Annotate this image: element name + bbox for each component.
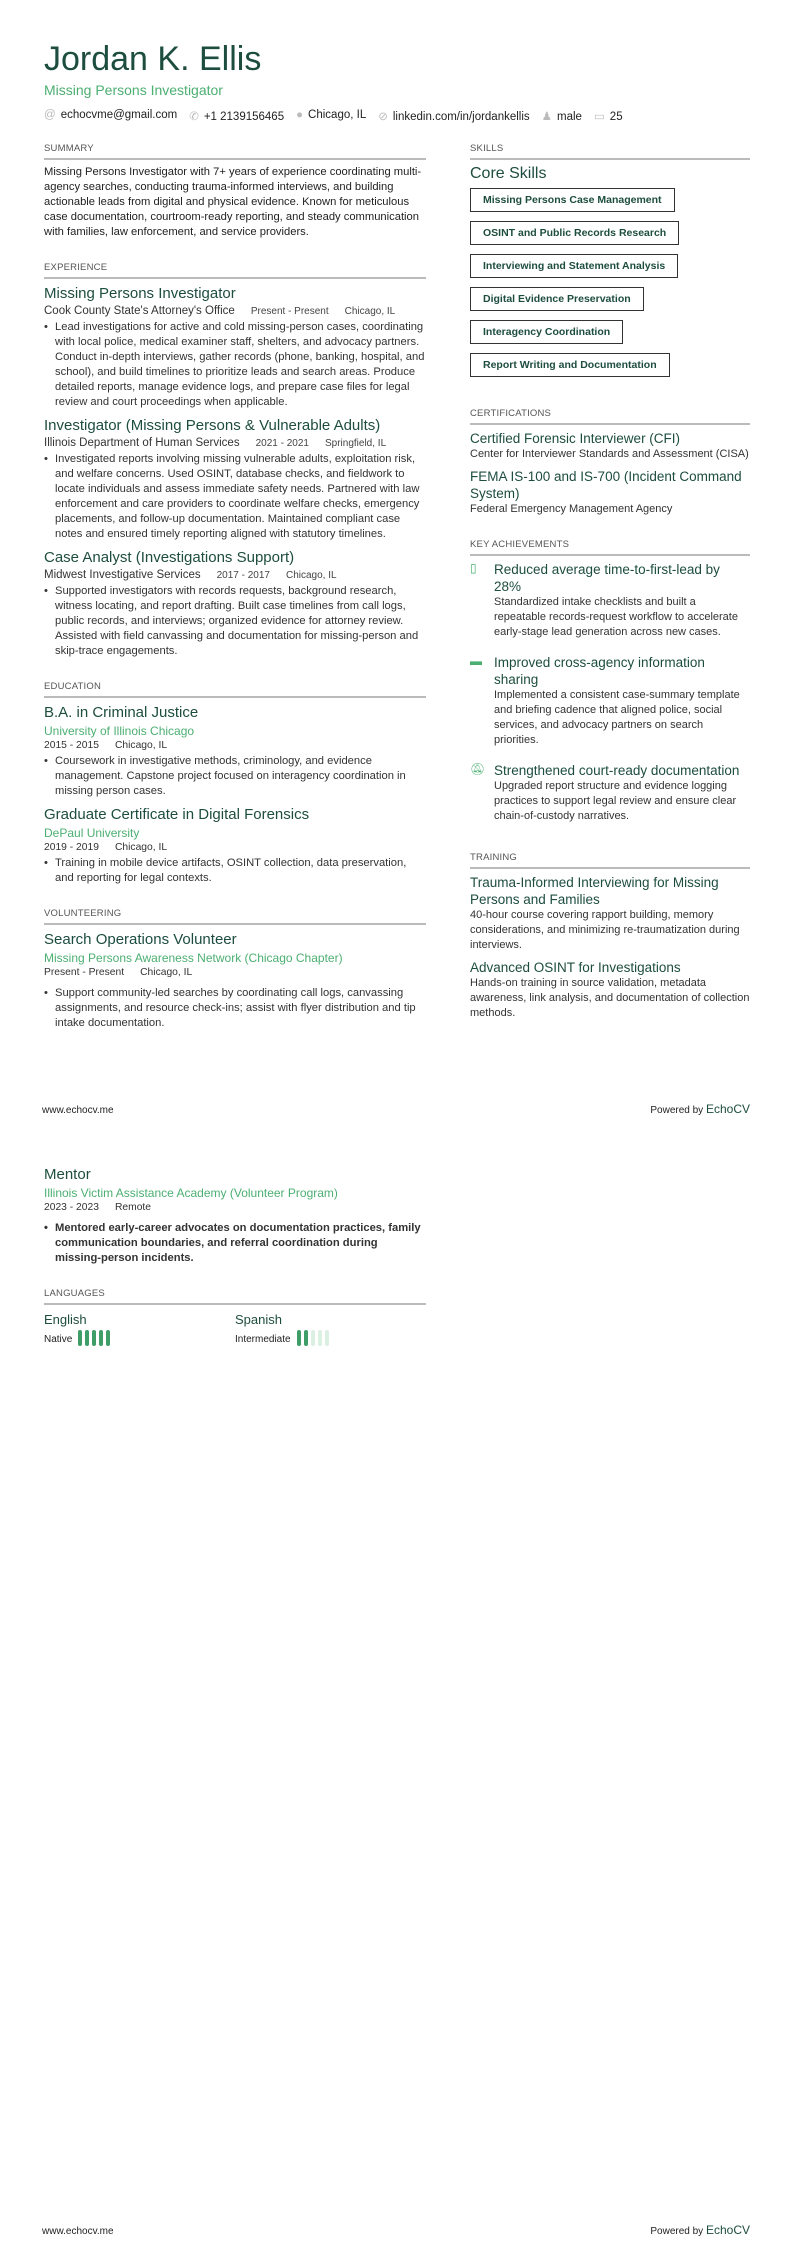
skills-section — [470, 143, 750, 386]
achievements-section — [470, 539, 750, 830]
skill-tag: Interagency Coordination — [470, 320, 623, 344]
training-text: 40-hour course covering rapport building, memory considerations, and minimizing re-traumatization during interviews. — [470, 909, 740, 951]
location: Chicago, IL — [344, 306, 396, 317]
location: Chicago, IL — [140, 967, 193, 978]
section-heading: EDUCATION — [44, 681, 426, 698]
proficiency-bars — [297, 1330, 329, 1346]
contact-age: ▭ 25 — [593, 111, 623, 123]
dates: Present - Present — [250, 306, 329, 317]
brand-logo: EchoCV — [705, 2223, 750, 2237]
section-heading: TRAINING — [470, 852, 750, 869]
summary-section — [44, 143, 426, 240]
candidate-name: Jordan K. Ellis — [44, 40, 262, 78]
education-item — [44, 805, 426, 886]
footer-site-link[interactable]: www.echocv.me — [42, 2226, 114, 2237]
proficiency-bar — [325, 1330, 329, 1346]
proficiency-bar — [297, 1330, 301, 1346]
footer-site-link[interactable]: www.echocv.me — [42, 1105, 114, 1116]
volunteering-section — [44, 908, 426, 1031]
skill-tag: Interviewing and Statement Analysis — [470, 254, 678, 278]
language-item — [44, 1310, 235, 1347]
dates: Present - Present — [44, 967, 125, 978]
skill-tag: Report Writing and Documentation — [470, 353, 670, 377]
training-title: Advanced OSINT for Investigations — [470, 960, 681, 975]
proficiency-bar — [78, 1330, 82, 1346]
proficiency-bar — [106, 1330, 110, 1346]
dates: 2023 - 2023 — [44, 1202, 99, 1213]
bullet: • Mentored early-career advocates on documentation practices, family communication boundaries, and referral coordination during missing-person incidents. — [44, 1221, 426, 1266]
education-section — [44, 681, 426, 886]
bullet: • Supported investigators with records requests, background research, witness locating, and report drafting. Built case timelines from call logs, public records, and interviews; organized evidence for attorney review. Assisted with field canvassing and documentation for missing-person and skip-trace engagements. — [44, 584, 426, 659]
proficiency-bar — [99, 1330, 103, 1346]
achievement-title: Improved cross-agency information sharing — [494, 655, 705, 687]
bullet: • Training in mobile device artifacts, OSINT collection, data preservation, and reporting for legal contexts. — [44, 856, 426, 886]
experience-item — [44, 416, 426, 542]
volunteer-item — [44, 930, 426, 1031]
company: Illinois Department of Human Services — [44, 437, 240, 449]
location: Chicago, IL — [114, 842, 168, 853]
achievement-text: Upgraded report structure and evidence logging practices to support legal review and ensure clear chain-of-custody narratives. — [494, 780, 737, 822]
proficiency-bar — [311, 1330, 315, 1346]
location-icon: ● — [296, 109, 304, 121]
achievement-title: Strengthened court-ready documentation — [494, 763, 740, 778]
section-heading: SKILLS — [470, 143, 750, 160]
contact-phone[interactable]: ✆ +1 2139156465 — [189, 111, 285, 123]
language-item — [235, 1310, 426, 1347]
degree: B.A. in Criminal Justice — [44, 704, 199, 721]
footer-powered: Powered by EchoCV — [650, 2223, 750, 2237]
bell-off-icon: 🔕︎ — [470, 762, 486, 776]
contact-bar — [44, 109, 623, 123]
bullet: • Investigated reports involving missing vulnerable adults, exploitation risk, and welfare concerns. Used OSINT, database checks, and fieldwork to locate individuals and assess immediate safety needs. Partnered with law enforcement and care providers to coordinate welfare checks, emergency placements, and follow-up documentation. Maintained compliant case notes and ensured timely reporting aligned with statutory timelines. — [44, 452, 426, 542]
achievement-title: Reduced average time-to-first-lead by 28% — [494, 562, 720, 594]
certifications-section — [470, 408, 750, 517]
person-icon: ♟ — [541, 111, 552, 123]
school: DePaul University — [44, 826, 140, 840]
achievement-text: Implemented a consistent case-summary template and briefing cadence that aligned police, social services, and advocacy partners on search priorities. — [494, 689, 740, 746]
achievement-text: Standardized intake checklists and built a repeatable records-request workflow to accelerate early-stage lead generation across new cases. — [494, 596, 738, 638]
volunteer-item — [44, 1165, 426, 1266]
calendar-icon: ▭ — [593, 111, 605, 123]
achievement-item — [470, 561, 750, 646]
contact-location: ● Chicago, IL — [296, 109, 367, 121]
section-heading: SUMMARY — [44, 143, 426, 160]
school: University of Illinois Chicago — [44, 724, 195, 738]
dates: 2019 - 2019 — [44, 842, 99, 853]
section-heading: CERTIFICATIONS — [470, 408, 750, 425]
cert-issuer: Center for Interviewer Standards and Assessment (CISA) — [470, 448, 749, 460]
job-title: Case Analyst (Investigations Support) — [44, 549, 295, 566]
training-text: Hands-on training in source validation, metadata awareness, link analysis, and documentation of collection methods. — [470, 977, 750, 1019]
location: Chicago, IL — [114, 740, 168, 751]
skills-group-title: Core Skills — [470, 165, 547, 182]
dates: 2015 - 2015 — [44, 740, 99, 751]
proficiency-bar — [85, 1330, 89, 1346]
experience-item — [44, 284, 426, 410]
job-title: Missing Persons Investigator — [44, 285, 236, 302]
bullet: • Support community-led searches by coordinating call logs, canvassing assignments, and resource check-ins; assist with flyer distribution and tip intake documentation. — [44, 986, 426, 1031]
right-column — [470, 143, 750, 1043]
contact-gender: ♟ male — [541, 111, 582, 123]
languages-section — [44, 1288, 426, 1347]
education-item — [44, 703, 426, 799]
location: Chicago, IL — [285, 570, 337, 581]
language-name: English — [44, 1312, 87, 1327]
proficiency-bars — [78, 1330, 110, 1346]
training-section — [470, 852, 750, 1021]
training-title: Trauma-Informed Interviewing for Missing Persons and Families — [470, 875, 719, 907]
role: Mentor — [44, 1166, 91, 1183]
section-heading: KEY ACHIEVEMENTS — [470, 539, 750, 556]
battery-icon: ▬ — [470, 654, 482, 668]
organization: Missing Persons Awareness Network (Chicago Chapter) — [44, 951, 343, 965]
page-two-content — [44, 1165, 426, 1347]
organization: Illinois Victim Assistance Academy (Volunteer Program) — [44, 1186, 338, 1200]
skill-tag: Missing Persons Case Management — [470, 188, 675, 212]
company: Cook County State's Attorney's Office — [44, 305, 235, 317]
bullet: • Lead investigations for active and cold missing-person cases, coordinating with local police, medical examiner staff, shelters, and advocacy partners. Conduct in-depth interviews, gather records (phone, banking, hospital, and school), and build timelines to prioritize leads and search areas. Produce detailed reports, manage evidence logs, and prepare case files for legal review and court proceedings when applicable. — [44, 320, 426, 410]
at-icon: @ — [44, 109, 56, 121]
company: Midwest Investigative Services — [44, 569, 201, 581]
bullet: • Coursework in investigative methods, criminology, and evidence management. Capstone project focused on interagency coordination in missing person cases. — [44, 754, 426, 799]
cert-name: FEMA IS-100 and IS-700 (Incident Command System) — [470, 469, 742, 501]
location: Springfield, IL — [324, 438, 387, 449]
job-title: Investigator (Missing Persons & Vulnerable Adults) — [44, 417, 381, 434]
footer-powered: Powered by EchoCV — [650, 1102, 750, 1116]
skill-tag: Digital Evidence Preservation — [470, 287, 644, 311]
language-level: Native — [44, 1334, 73, 1345]
link-icon: ⊘ — [378, 111, 388, 123]
contact-linkedin[interactable]: ⊘ linkedin.com/in/jordankellis — [378, 111, 530, 123]
experience-section — [44, 262, 426, 659]
section-heading: LANGUAGES — [44, 1288, 426, 1305]
section-heading: EXPERIENCE — [44, 262, 426, 279]
phone-icon: ✆ — [189, 111, 199, 123]
role: Search Operations Volunteer — [44, 931, 237, 948]
proficiency-bar — [304, 1330, 308, 1346]
cert-name: Certified Forensic Interviewer (CFI) — [470, 431, 681, 446]
language-name: Spanish — [235, 1312, 282, 1327]
experience-item — [44, 548, 426, 659]
degree: Graduate Certificate in Digital Forensics — [44, 806, 310, 823]
brand-logo: EchoCV — [705, 1102, 750, 1116]
section-heading: VOLUNTEERING — [44, 908, 426, 925]
dates: 2021 - 2021 — [255, 438, 309, 449]
summary-text: Missing Persons Investigator with 7+ years of experience coordinating multi-agency searches, conducting trauma-informed interviews, and building actionable leads from digital and physical evidence. Known for meticulous case documentation, courtroom-ready reporting, and steady communication with families, law enforcement, and service providers. — [44, 166, 422, 238]
language-level: Intermediate — [235, 1334, 291, 1345]
achievement-item — [470, 654, 750, 754]
achievement-item — [470, 762, 750, 830]
proficiency-bar — [318, 1330, 322, 1346]
dates: 2017 - 2017 — [216, 570, 270, 581]
candidate-title: Missing Persons Investigator — [44, 82, 223, 98]
tablet-icon: ▯ — [470, 561, 477, 575]
skill-tag: OSINT and Public Records Research — [470, 221, 679, 245]
contact-email[interactable]: @ echocvme@gmail.com — [44, 109, 178, 121]
location: Remote — [114, 1202, 152, 1213]
cert-issuer: Federal Emergency Management Agency — [470, 503, 673, 515]
proficiency-bar — [92, 1330, 96, 1346]
left-column — [44, 143, 426, 1053]
